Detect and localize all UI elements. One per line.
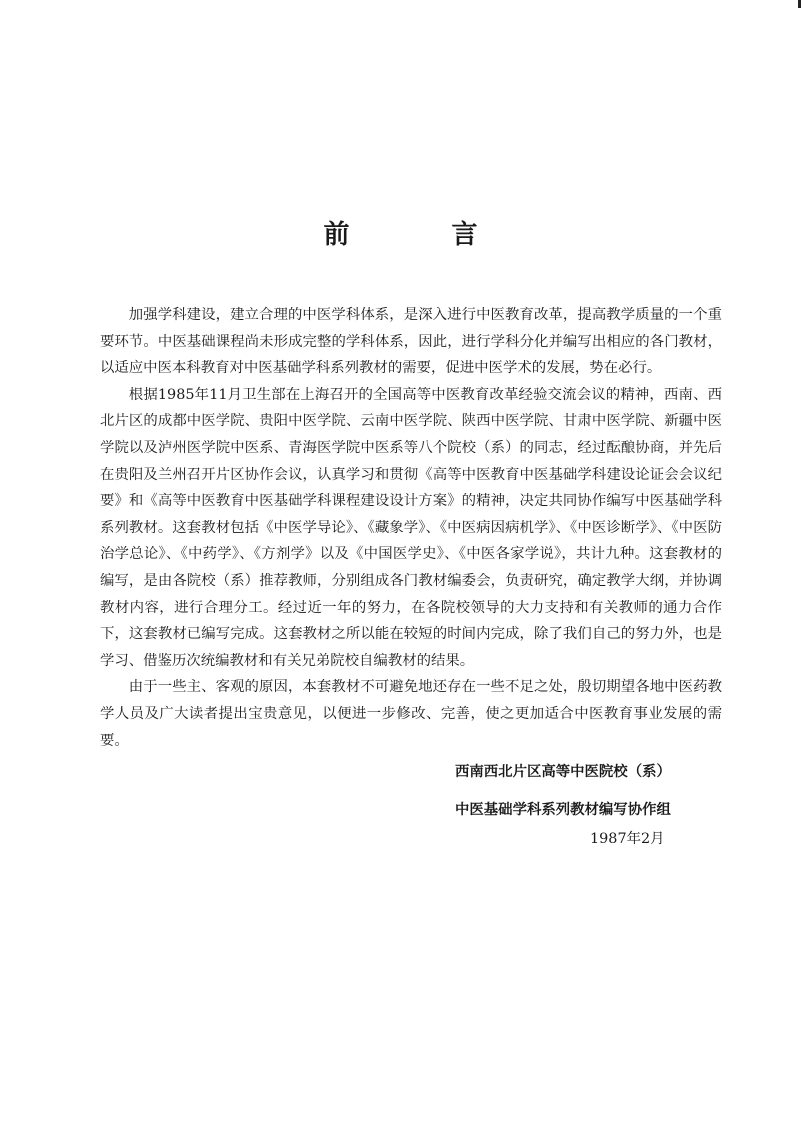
signature-block bbox=[455, 760, 671, 819]
date: 1987年2月 bbox=[590, 831, 665, 847]
page-title: 前 言 bbox=[323, 220, 516, 250]
signature-institution: 西南西北片区高等中医院校（系） bbox=[455, 763, 671, 780]
preface-body bbox=[100, 302, 722, 754]
paragraph-2: 根据1985年11月卫生部在上海召开的全国高等中医教育改革经验交流会议的精神，西南、西北片区的成都中医学院、贵阳中医学院、云南中医学院、陕西中医学院、甘肃中医学院、新疆中医学院以及泸州医学院中医系、青海医学院中医系等八个院校（系）的同志，经过酝酿协商，并先后在贵阳及兰州召开片区协作会议，认真学习和贯彻《高等中医教育中医基础学科建设论证会会议纪要》和《高等中医教育中医基础学科课程建设设计方案》的精神，决定共同协作编写中医基础学科系列教材。这套教材包括《中医学导论》、《藏象学》、《中医病因病机学》、《中医诊断学》、《中医防治学总论》、《中药学》、《方剂学》以及《中国医学史》、《中医各家学说》，共计九种。这套教材的编写，是由各院校（系）推荐教师，分别组成各门教材编委会，负责研究，确定教学大纲，并协调教材内容，进行合理分工。经过近一年的努力，在各院校领导的大力支持和有关教师的通力合作下，这套教材已编写完成。这套教材之所以能在较短的时间内完成，除了我们自己的努力外，也是学习、借鉴历次统编教材和有关兄弟院校自编教材的结果。 bbox=[100, 386, 722, 669]
signature-group: 中医基础学科系列教材编写协作组 bbox=[455, 801, 671, 818]
paragraph-1: 加强学科建设，建立合理的中医学科体系，是深入进行中医教育改革，提高教学质量的一个重要环节。中医基础课程尚未形成完整的学科体系，因此，进行学科分化并编写出相应的各门教材，以适应中医本科教育对中医基础学科系列教材的需要，促进中医学术的发展，势在必行。 bbox=[100, 307, 722, 377]
paragraph-3: 由于一些主、客观的原因，本套教材不可避免地还存在一些不足之处，殷切期望各地中医药教学人员及广大读者提出宝贵意见，以便进一步修改、完善，使之更加适合中医教育事业发展的需要。 bbox=[100, 679, 722, 749]
